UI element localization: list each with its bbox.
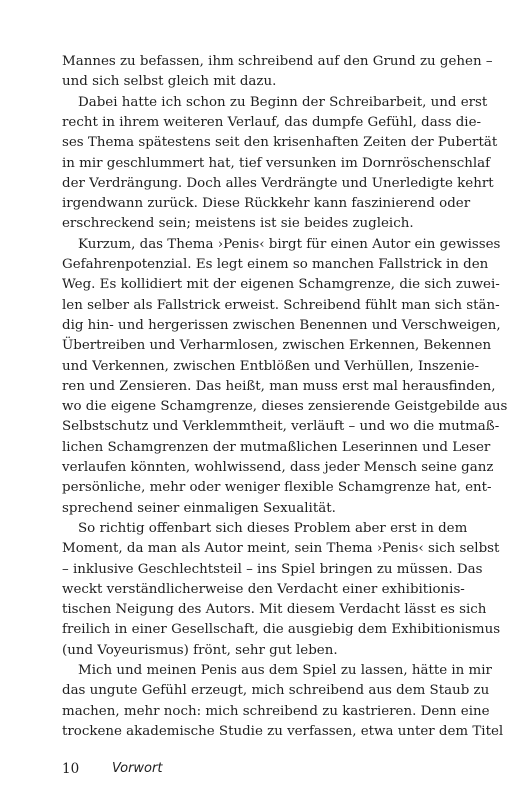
text-line: Dabei hatte ich schon zu Beginn der Schreibarbeit, und erst [78,94,488,110]
text-line: der Verdrängung. Doch alles Verdrängte und Unerledigte kehrt [62,175,494,191]
text-line: irgendwann zurück. Diese Rückkehr kann faszinierend oder [62,196,471,212]
page-footer [62,758,163,780]
text-line: recht in ihrem weiteren Verlauf, das dumpfe Gefühl, dass die- [62,114,482,130]
text-line: Kurzum, das Thema ›Penis‹ birgt für einen Autor ein gewisses [78,236,501,252]
text-line: und sich selbst gleich mit dazu. [62,74,277,90]
text-line: Mich und meinen Penis aus dem Spiel zu lassen, hätte in mir [78,663,492,678]
text-line: Weg. Es kollidiert mit der eigenen Schamgrenze, die sich zuwei- [62,277,500,293]
text-line: erschreckend sein; meistens ist sie beides zugleich. [62,216,414,232]
running-head: Vorwort [112,761,163,776]
text-line: Übertreiben und Verharmlosen, zwischen Erkennen, Bekennen [62,338,492,354]
text-line: verlaufen könnten, wohlwissend, dass jeder Mensch seine ganz [62,460,494,475]
text-line: trockene akademische Studie zu verfassen, etwa unter dem Titel [62,723,504,739]
text-line: (und Voyeurismus) frönt, sehr gut leben. [62,642,338,658]
text-line: und Verkennen, zwischen Entblößen und Verhüllen, Inszenie- [62,358,480,374]
text-line: dig hin- und hergerissen zwischen Benennen und Verschweigen, [62,317,501,333]
text-line: Selbstschutz und Verklemmtheit, verläuft – und wo die mutmaß- [62,419,500,435]
text-line: len selber als Fallstrick erweist. Schreibend fühlt man sich stän- [62,297,500,313]
text-line: ren und Zensieren. Das heißt, man muss erst mal herausfinden, [62,378,496,394]
text-line: tischen Neigung des Autors. Mit diesem Verdacht lässt es sich [62,602,487,618]
text-line: weckt verständlicherweise den Verdacht einer exhibitionis- [62,581,465,597]
text-line: persönliche, mehr oder weniger flexible Schamgrenze hat, ent- [62,480,492,496]
text-line: Gefahrenpotenzial. Es legt einem so manchen Fallstrick in den [62,257,489,272]
text-line: So richtig offenbart sich dieses Problem aber erst in dem [78,520,468,536]
text-line: das ungute Gefühl erzeugt, mich schreibend aus dem Staub zu [62,683,490,699]
text-line: – inklusive Geschlechtsteil – ins Spiel bringen zu müssen. Das [62,561,483,577]
text-line: Moment, da man als Autor meint, sein Thema ›Penis‹ sich selbst [62,541,500,557]
text-line: freilich in einer Gesellschaft, die ausgiebig dem Exhibitionismus [62,622,501,638]
text-line: wo die eigene Schamgrenze, dieses zensierende Geistgebilde aus [62,399,507,415]
text-line: lichen Schamgrenzen der mutmaßlichen Leserinnen und Leser [62,439,491,455]
page-number: 10 [62,761,80,777]
text-line: machen, mehr noch: mich schreibend zu kastrieren. Denn eine [62,703,490,719]
text-line: in mir geschlummert hat, tief versunken im Dornröschenschlaf [62,155,491,171]
text-line: sprechend seiner einmaligen Sexualität. [62,500,336,516]
text-line: ses Thema spätestens seit den krisenhaften Zeiten der Pubertät [62,135,498,151]
text-line: Mannes zu befassen, ihm schreibend auf den Grund zu gehen – [62,54,493,69]
